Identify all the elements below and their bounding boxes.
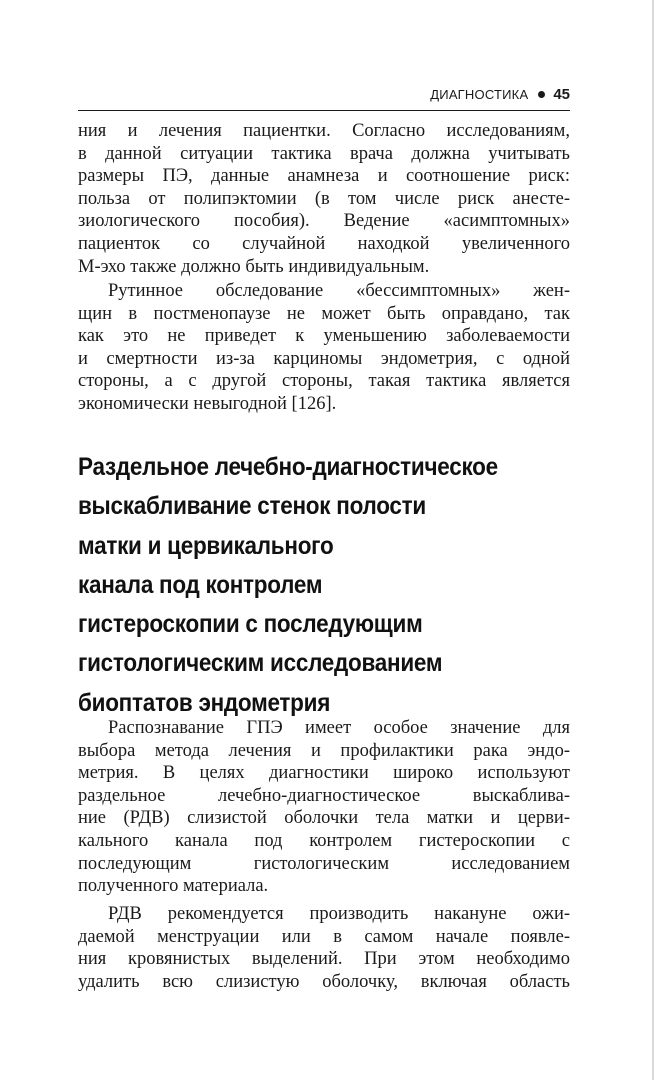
text-line: зиологического пособия). Ведение «асимптомных» bbox=[78, 211, 570, 232]
text-line: как это не приведет к уменьшению заболеваемости bbox=[78, 326, 570, 347]
paragraph-3 bbox=[78, 717, 570, 898]
section-heading bbox=[78, 448, 528, 723]
text-line: и смертности из-за карциномы эндометрия, с одной bbox=[78, 348, 570, 369]
text-line: даемой менструации или в самом начале появле- bbox=[78, 926, 570, 947]
text-line: метрия. В целях диагностики широко используют bbox=[78, 763, 570, 784]
text-line: польза от полипэктомии (в том числе риск анесте- bbox=[78, 188, 570, 209]
text-line: пациенток со случайной находкой увеличенного bbox=[78, 233, 570, 254]
paragraph-4 bbox=[78, 903, 570, 993]
text-line: ние (РДВ) слизистой оболочки тела матки и церви- bbox=[78, 808, 570, 829]
text-line: выбора метода лечения и профилактики рака эндо- bbox=[78, 740, 570, 761]
text-line: в данной ситуации тактика врача должна учитывать bbox=[78, 143, 570, 164]
running-head-title: ДИАГНОСТИКА bbox=[430, 86, 529, 102]
text-line: ния кровянистых выделений. При этом необходимо bbox=[78, 949, 570, 970]
text-line: Рутинное обследование «бессимптомных» жен- bbox=[108, 281, 570, 301]
text-line: раздельное лечебно-диагностическое выскаблива- bbox=[78, 785, 570, 806]
text-line: экономически невыгодной [126]. bbox=[78, 393, 337, 414]
text-line: полученного материала. bbox=[78, 876, 269, 897]
heading-line: биоптатов эндометрия bbox=[78, 688, 331, 717]
text-line: М-эхо также должно быть индивидуальным. bbox=[78, 256, 430, 277]
text-line: последующим гистологическим исследованием bbox=[78, 853, 570, 874]
text-line: стороны, а с другой стороны, такая тактика является bbox=[78, 371, 570, 392]
paragraph-1 bbox=[78, 120, 570, 278]
text-line: Распознавание ГПЭ имеет особое значение для bbox=[108, 718, 570, 738]
paragraph-2 bbox=[78, 280, 570, 416]
header-rule bbox=[78, 110, 570, 111]
heading-line: канала под контролем bbox=[78, 570, 323, 599]
heading-line: гистероскопии с последующим bbox=[78, 610, 423, 639]
text-line: кального канала под контролем гистероскопии с bbox=[78, 830, 570, 851]
heading-line: матки и цервикального bbox=[78, 531, 334, 560]
heading-line: выскабливание стенок полости bbox=[78, 492, 426, 521]
heading-line: гистологическим исследованием bbox=[78, 649, 443, 678]
text-line: размеры ПЭ, данные анамнеза и соотношение риск: bbox=[78, 166, 570, 187]
text-line: удалить всю слизистую оболочку, включая область bbox=[78, 971, 570, 992]
running-header bbox=[78, 83, 570, 105]
text-line: РДВ рекомендуется производить накануне ожи- bbox=[108, 904, 570, 924]
text-line: щин в постменопаузе не может быть оправдано, так bbox=[78, 303, 570, 324]
heading-line: Раздельное лечебно-диагностическое bbox=[78, 453, 498, 481]
bullet-separator-icon bbox=[538, 91, 545, 98]
text-line: ния и лечения пациентки. Согласно исследованиям, bbox=[78, 121, 570, 141]
page-number: 45 bbox=[553, 85, 570, 103]
